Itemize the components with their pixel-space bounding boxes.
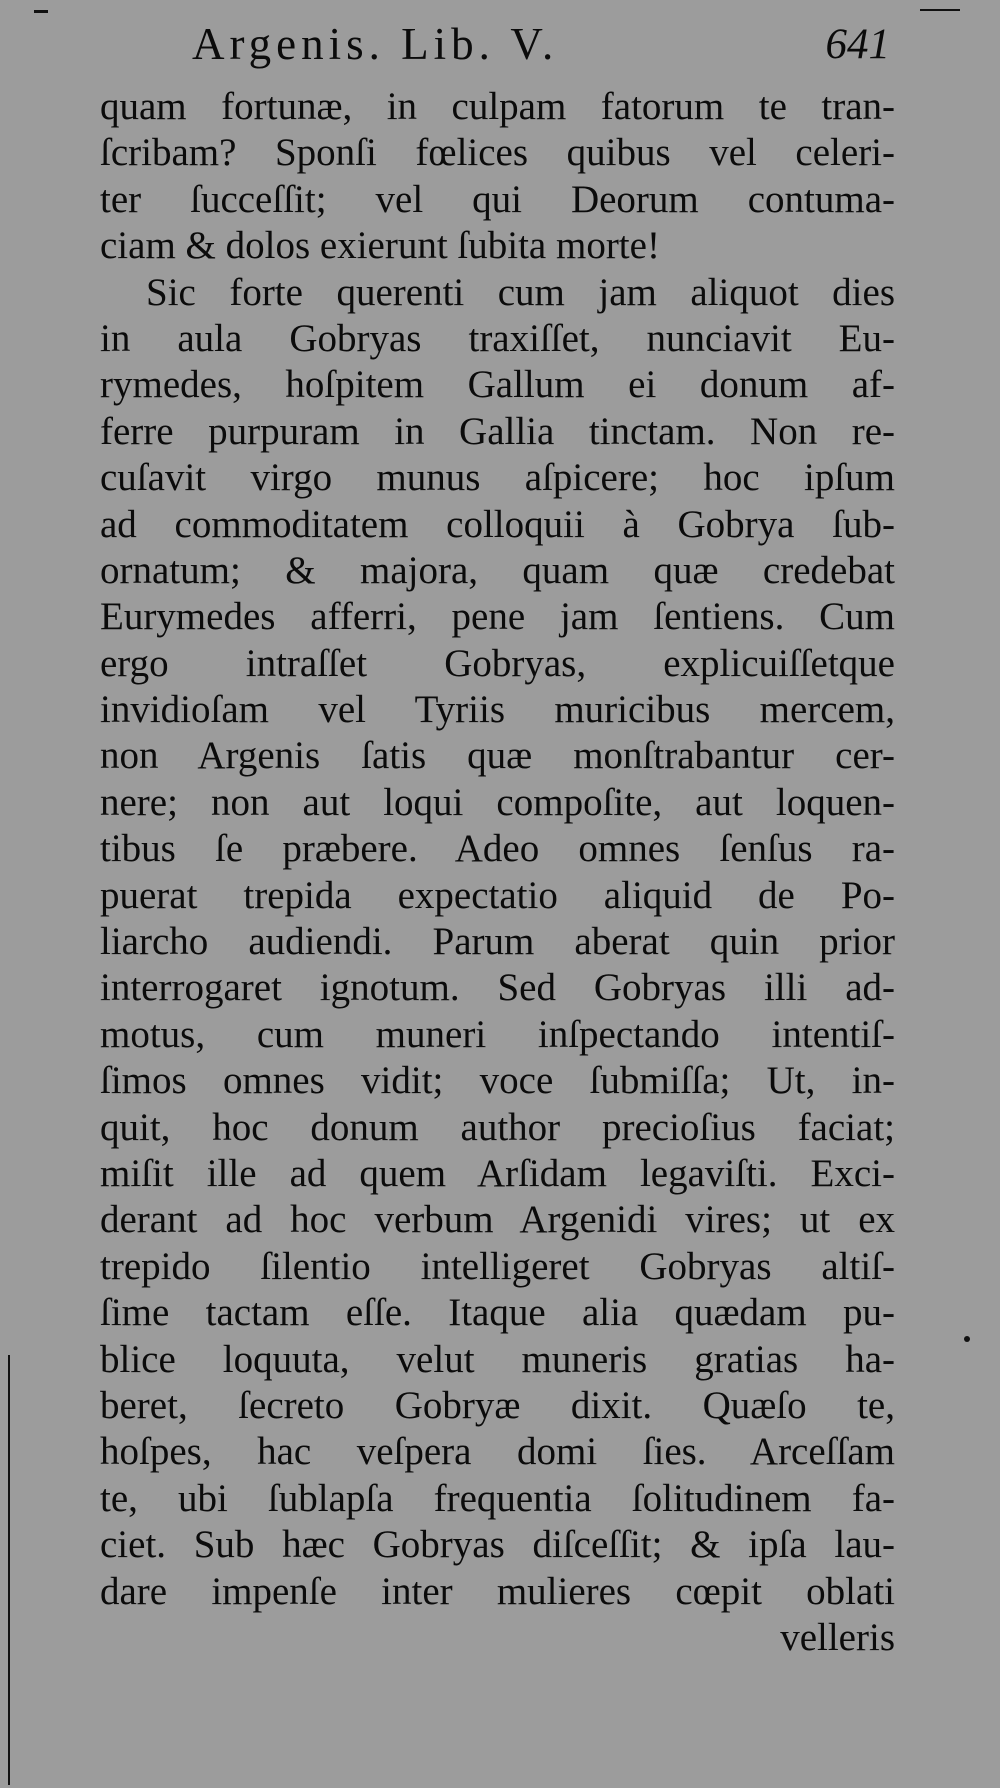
text-line: nere; non aut loqui compoſite, aut loquen-: [100, 780, 895, 824]
text-line: motus, cum muneri inſpectando intentiſ-: [100, 1012, 895, 1056]
text-line: cuſavit virgo munus aſpicere; hoc ipſum: [100, 456, 895, 500]
text-line: tibus ſe præbere. Adeo omnes ſenſus ra-: [100, 827, 895, 871]
text-line: rymedes, hoſpitem Gallum ei donum af-: [100, 363, 895, 407]
text-line: ornatum; & majora, quam quæ credebat: [100, 548, 895, 592]
body-text: [100, 84, 895, 1661]
text-line: ſimos omnes vidit; voce ſubmiſſa; Ut, in-: [100, 1059, 895, 1103]
text-line: derant ad hoc verbum Argenidi vires; ut ex: [100, 1198, 895, 1242]
catchword: velleris: [780, 1615, 895, 1659]
text-line: hoſpes, hac veſpera domi ſies. Arceſſam: [100, 1430, 895, 1474]
text-line: ciam & dolos exierunt ſubita morte!: [100, 224, 660, 268]
page-edge-line: [8, 1355, 10, 1785]
text-line: liarcho audiendi. Parum aberat quin prior: [100, 920, 895, 964]
text-line: ciet. Sub hæc Gobryas diſceſſit; & ipſa lau-: [100, 1523, 895, 1567]
text-line: ſime tactam eſſe. Itaque alia quædam pu-: [100, 1291, 895, 1335]
text-line: puerat trepida expectatio aliquid de Po-: [100, 873, 895, 917]
text-line: ferre purpuram in Gallia tinctam. Non re-: [100, 409, 895, 453]
text-line: quam fortunæ, in culpam fatorum te tran-: [100, 85, 895, 128]
text-line: in aula Gobryas traxiſſet, nunciavit Eu-: [100, 316, 895, 360]
text-line: invidioſam vel Tyriis muricibus mercem,: [100, 688, 895, 732]
scan-speck: [34, 10, 48, 13]
text-line: miſit ille ad quem Arſidam legaviſti. Exci-: [100, 1151, 895, 1195]
text-line: te, ubi ſublapſa frequentia ſolitudinem fa-: [100, 1476, 895, 1520]
text-line: beret, ſecreto Gobryæ dixit. Quæſo te,: [100, 1383, 895, 1427]
text-line: Eurymedes afferri, pene jam ſentiens. Cum: [100, 595, 895, 639]
scan-speck: [964, 1336, 970, 1342]
page-number: 641: [825, 21, 890, 68]
text-line: non Argenis ſatis quæ monſtrabantur cer-: [100, 734, 895, 778]
scan-speck: [920, 9, 960, 11]
running-title: Argenis. Lib. V.: [192, 19, 559, 69]
page-header: [100, 14, 890, 84]
text-line: blice loquuta, velut muneris gratias ha-: [100, 1337, 895, 1381]
text-line: ter ſucceſſit; vel qui Deorum contuma-: [100, 177, 895, 221]
text-line: Sic forte querenti cum jam aliquot dies: [146, 270, 895, 314]
text-line: ad commoditatem colloquii à Gobrya ſub-: [100, 502, 895, 546]
text-line: dare impenſe inter mulieres cœpit oblati: [100, 1569, 895, 1613]
text-line: trepido ſilentio intelligeret Gobryas altiſ-: [100, 1244, 895, 1288]
text-line: ergo intraſſet Gobryas, explicuiſſetque: [100, 641, 895, 685]
text-line: ſcribam? Sponſi fœlices quibus vel celeri-: [100, 131, 895, 175]
text-line: interrogaret ignotum. Sed Gobryas illi ad-: [100, 966, 895, 1010]
text-line: quit, hoc donum author precioſius faciat;: [100, 1105, 895, 1149]
